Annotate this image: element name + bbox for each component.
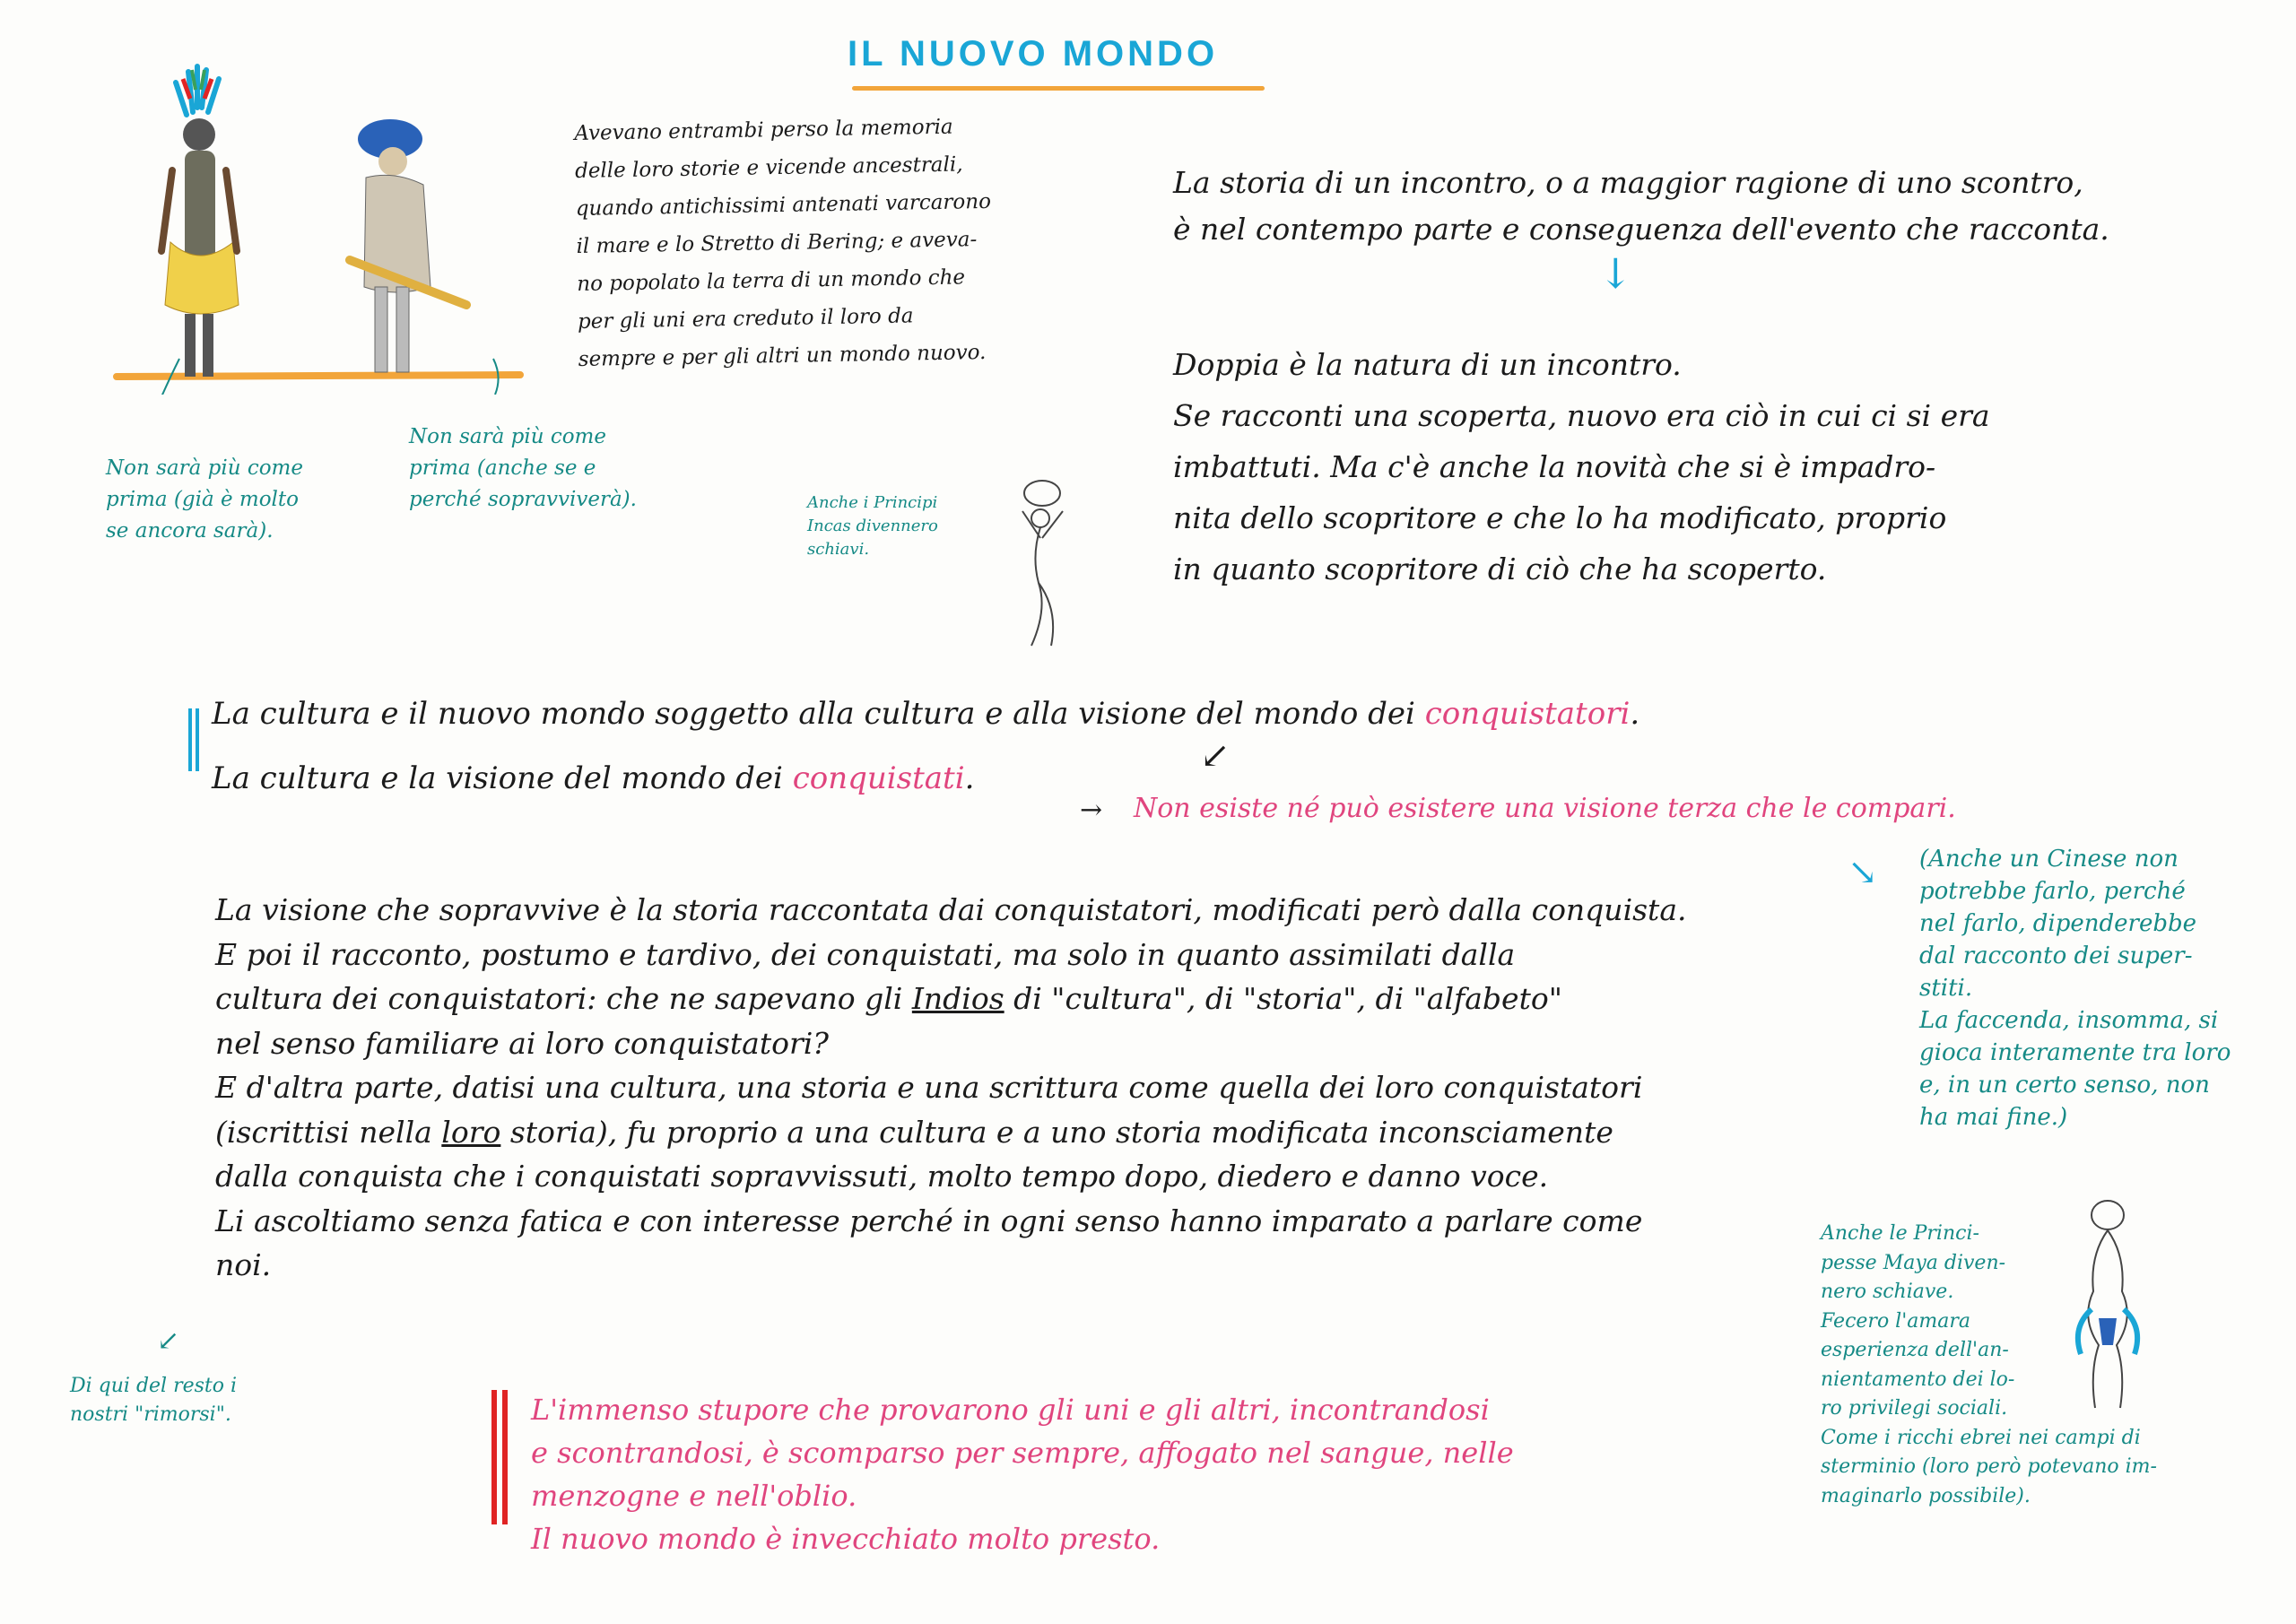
side-note-line: nel farlo, dipenderebbe xyxy=(1919,910,2197,937)
note-line: maginarlo possibile). xyxy=(1821,1484,2031,1507)
side-note-line: e, in un certo senso, non xyxy=(1919,1072,2210,1099)
title-underline xyxy=(852,86,1265,91)
line-text: storia), fu proprio a una cultura e a uno storia modificata inconsciamente xyxy=(500,1114,1613,1150)
culture-period: . xyxy=(964,760,975,796)
note-line: prima (già è molto xyxy=(106,488,300,511)
down-arrow-icon: ↓ xyxy=(1598,249,1633,298)
main-line: E poi il racconto, postumo e tardivo, dei conquistati, ma solo in quanto assimilati dalla xyxy=(215,936,1516,972)
note-line: nientamento dei lo- xyxy=(1821,1368,2015,1391)
culture-text: La cultura e la visione del mondo dei xyxy=(212,760,793,796)
intro-line: quando antichissimi antenati varcarono xyxy=(575,189,992,221)
culture-text: La cultura e il nuovo mondo soggetto alla cultura e alla visione del mondo dei xyxy=(212,696,1425,732)
intro-paragraph xyxy=(574,108,994,378)
right-arrow-icon: → xyxy=(1080,795,1103,826)
blue-margin-bar xyxy=(196,708,199,771)
side-note-line: gioca interamente tra loro xyxy=(1919,1039,2231,1066)
line-text: (iscrittisi nella xyxy=(215,1114,442,1150)
down-right-arrow-icon: ↘ xyxy=(1848,852,1878,893)
note-line: Incas divennero xyxy=(807,517,938,535)
culture-conquered-line xyxy=(212,760,974,796)
note-inca-princes xyxy=(807,491,938,561)
carrying-figure-sketch xyxy=(996,475,1094,655)
note-line: nero schiave. xyxy=(1821,1281,1954,1303)
double-nature-line: Se racconti una scoperta, nuovo era ciò in cui ci si era xyxy=(1173,398,1990,433)
no-third-vision-line: Non esiste né può esistere una visione terza che le compari. xyxy=(1134,793,1956,824)
encounter-paragraph xyxy=(1173,160,2109,253)
conclusion-line: menzogne e nell'oblio. xyxy=(531,1479,857,1513)
conquered-word: conquistati xyxy=(792,760,965,796)
main-line: noi. xyxy=(215,1247,272,1282)
conclusion-paragraph xyxy=(531,1388,1514,1560)
side-note-chinese xyxy=(1919,843,2231,1133)
intro-line: per gli uni era creduto il loro da xyxy=(577,304,914,334)
conquerors-word: conquistatori xyxy=(1424,696,1631,732)
note-line: Fecero l'amara xyxy=(1821,1309,1970,1333)
note-line: Non sarà più come xyxy=(409,425,606,448)
main-line: nel senso familiare ai loro conquistatori? xyxy=(215,1025,829,1061)
main-line: La visione che sopravvive è la storia raccontata dai conquistatori, modificati però dalla conquista. xyxy=(215,892,1687,927)
conclusion-line: e scontrandosi, è scomparso per sempre, affogato nel sangue, nelle xyxy=(531,1436,1514,1470)
side-note-line: potrebbe farlo, perché xyxy=(1919,878,2186,905)
note-remorse xyxy=(70,1372,237,1429)
side-note-line: ha mai fine.) xyxy=(1919,1104,2068,1131)
conclusion-line: Il nuovo mondo è invecchiato molto presto. xyxy=(531,1522,1161,1556)
note-line: nostri "rimorsi". xyxy=(70,1403,231,1426)
page-title: IL NUOVO MONDO xyxy=(848,34,1219,74)
note-line: esperienza dell'an- xyxy=(1821,1339,2009,1361)
note-line: se ancora sarà). xyxy=(106,519,274,543)
double-nature-line: imbattuti. Ma c'è anche la novità che si è impadro- xyxy=(1173,449,1936,484)
down-left-arrow-icon: ↙ xyxy=(157,1325,180,1357)
side-note-line: La faccenda, insomma, si xyxy=(1919,1007,2219,1034)
note-line: Non sarà più come xyxy=(106,456,303,480)
down-left-arrow-icon: ↙ xyxy=(1200,735,1231,777)
intro-line: sempre e per gli altri un mondo nuovo. xyxy=(578,341,987,371)
double-nature-line: in quanto scopritore di ciò che ha scoperto. xyxy=(1173,551,1827,586)
two-figures-illustration xyxy=(108,63,538,395)
red-margin-bar xyxy=(502,1390,508,1524)
blue-margin-bar xyxy=(188,708,192,771)
note-line: Di qui del resto i xyxy=(70,1375,238,1397)
conclusion-line: L'immenso stupore che provarono gli uni e gli altri, incontrandosi xyxy=(531,1393,1490,1427)
main-paragraph xyxy=(215,888,1686,1288)
note-european xyxy=(409,421,637,516)
underlined-word: Indios xyxy=(911,981,1004,1016)
main-line: Li ascoltiamo senza fatica e con interesse perché in ogni senso hanno imparato a parlare come xyxy=(215,1203,1643,1238)
note-line: sterminio (loro però potevano im- xyxy=(1821,1455,2157,1478)
encounter-line: è nel contempo parte e conseguenza dell'evento che racconta. xyxy=(1173,212,2109,247)
side-note-line: (Anche un Cinese non xyxy=(1919,846,2179,873)
main-line: dalla conquista che i conquistati sopravvissuti, molto tempo dopo, diedero e danno voce. xyxy=(215,1159,1549,1194)
line-text: di "cultura", di "storia", di "alfabeto" xyxy=(1004,981,1562,1016)
side-note-line: dal racconto dei super- xyxy=(1919,942,2193,969)
note-native xyxy=(106,453,303,547)
main-line xyxy=(215,1110,1686,1155)
intro-line: Avevano entrambi perso la memoria xyxy=(574,115,953,145)
side-note-line: stiti. xyxy=(1919,975,1973,1002)
note-line: Come i ricchi ebrei nei campi di xyxy=(1821,1426,2141,1449)
note-line: schiavi. xyxy=(807,540,870,559)
intro-line: il mare e lo Stretto di Bering; e aveva- xyxy=(576,228,978,258)
note-line: Anche le Princi- xyxy=(1821,1222,1979,1245)
culture-period: . xyxy=(1630,696,1640,732)
note-maya-princesses xyxy=(1821,1220,2157,1511)
double-nature-line: Doppia è la natura di un incontro. xyxy=(1173,347,1682,382)
note-line: Anche i Principi xyxy=(807,493,938,512)
main-line: E d'altra parte, datisi una cultura, una storia e una scrittura come quella dei loro conquistatori xyxy=(215,1070,1643,1105)
note-line: ro privilegi sociali. xyxy=(1821,1397,2008,1420)
double-nature-line: nita dello scopritore e che lo ha modificato, proprio xyxy=(1173,500,1947,535)
double-nature-paragraph xyxy=(1173,339,1990,595)
main-line xyxy=(215,977,1686,1021)
intro-line: no popolato la terra di un mondo che xyxy=(577,265,966,296)
encounter-line: La storia di un incontro, o a maggior ragione di uno scontro, xyxy=(1173,165,2083,200)
note-line: perché sopravviverà). xyxy=(409,488,637,511)
red-margin-bar xyxy=(491,1390,497,1524)
note-line: pesse Maya diven- xyxy=(1821,1251,2006,1274)
culture-conquerors-line xyxy=(212,696,1639,732)
underlined-word: loro xyxy=(441,1114,501,1150)
intro-line: delle loro storie e vicende ancestrali, xyxy=(574,152,963,183)
line-text: cultura dei conquistatori: che ne sapevano gli xyxy=(215,981,912,1016)
note-line: prima (anche se e xyxy=(409,456,596,480)
